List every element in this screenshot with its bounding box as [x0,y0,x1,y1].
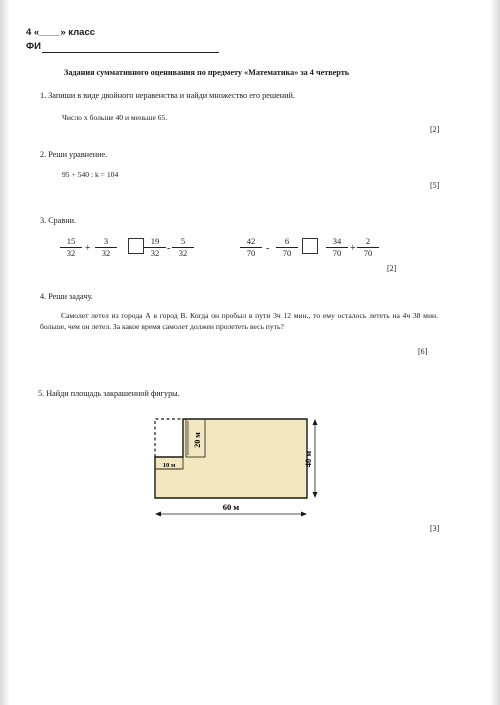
fraction: $\frac{3}{32}$ [95,236,117,259]
fraction: $\frac{6}{70}$ [276,236,298,259]
arrowhead [313,492,318,498]
page-title: Задания суммативного оценивания по предмету «Математика» за 4 четверть [64,68,350,77]
task1-points: [2] [430,125,440,134]
shaded-figure [155,419,307,498]
operator: - [266,243,270,254]
fraction: $\frac{15}{32}$ [60,236,82,259]
task3-heading: 3. Сравни. [40,216,77,225]
task2-equation: 95 + 540 : k = 104 [62,170,119,179]
task2-points: [5] [430,181,440,190]
task5-points: [3] [430,524,440,533]
task4-body: Самолет летел из города А в город В. Когда он пробыл в пути 3ч 12 мин., то ему осталось лететь на 4ч 38 мин. больше, чем он летел. За какое время самолет должен пролететь весь путь? [40,311,438,331]
task1-body: Число х больше 40 и меньше 65. [62,113,168,122]
task4-points: [6] [418,347,428,356]
fraction: $\frac{19}{32}$ [144,236,166,259]
label-10m: 10 м [162,462,176,469]
task1-heading: 1. Запиши в виде двойного неравенства и найди множество его решений. [40,91,295,100]
dashed-cutout [155,419,183,457]
task2-heading: 2. Реши уравнение. [40,150,108,159]
task3-points: [2] [387,264,397,273]
fraction: $\frac{42}{70}$ [240,236,262,259]
arrowhead [313,419,318,425]
task4-heading: 4. Реши задачу. [40,292,93,301]
fraction: $\frac{2}{70}$ [357,236,379,259]
operator: + [350,243,356,254]
label-20m: 20 м [193,432,202,448]
fraction: $\frac{5}{32}$ [172,236,194,259]
name-label: ФИ [26,41,41,52]
label-60m: 60 м [222,502,240,512]
class-line: 4 «____» класс [26,27,96,38]
label-40m: 40 м [303,450,313,468]
fraction: $\frac{34}{70}$ [326,236,348,259]
operator: + [85,243,91,254]
task5-heading: 5. Найди площадь закрашенной фигуры. [38,389,180,398]
arrowhead [155,512,161,517]
arrowhead [301,512,307,517]
operator: - [167,243,171,254]
